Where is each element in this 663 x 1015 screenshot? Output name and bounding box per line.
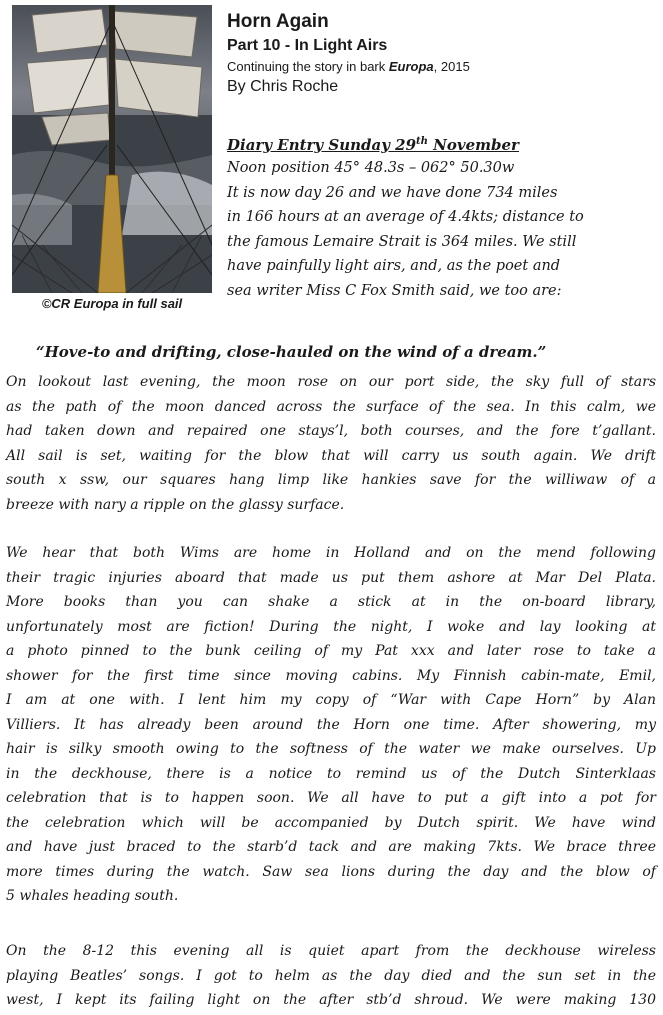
- ship-photo: [12, 5, 212, 293]
- paragraph-2: [6, 541, 656, 909]
- text-line: More books than you can shake a stick at in the on-board library,: [6, 594, 656, 610]
- text-line: had taken down and repaired one stays’l, both courses, and the fore t’gallant.: [6, 423, 656, 439]
- diary-line: have painfully light airs, and, as the poet and: [227, 258, 561, 274]
- text-line: On lookout last evening, the moon rose on our port side, the sky full of stars: [6, 374, 656, 390]
- entry-title-sup: th: [416, 136, 428, 147]
- text-line: shower for the first time since moving cabins. My Finnish cabin-mate, Emil,: [6, 667, 656, 684]
- text-line: their tragic injuries aboard that made us put them ashore at Mar Del Plata.: [6, 569, 656, 586]
- text-line: west, I kept its failing light on the after stb’d shroud. We were making 130: [6, 992, 656, 1008]
- text-line: All sail is set, waiting for the blow that will carry us south again. We drift: [6, 447, 656, 464]
- article-author: By Chris Roche: [227, 78, 339, 95]
- poem-quote: “Hove-to and drifting, close-hauled on the wind of a dream.”: [36, 343, 547, 361]
- paragraph-1: [6, 370, 656, 517]
- diary-entry-title: [227, 131, 657, 156]
- text-line: hair is silky smooth owing to the softness of the water we make ourselves. Up: [6, 741, 656, 757]
- text-line: as the path of the moon danced across the surface of the sea. In this calm, we: [6, 398, 656, 415]
- text-line: I am at one with. I lent him my copy of “War with Cape Horn” by Alan: [6, 692, 656, 708]
- text-line: in the deckhouse, there is a notice to remind us of the Dutch Sinterklaas: [6, 765, 656, 782]
- text-line: We hear that both Wims are home in Holland and on the mend following: [6, 545, 656, 561]
- paragraph-3: [6, 939, 656, 1013]
- text-line: On the 8-12 this evening all is quiet apart from the deckhouse wireless: [6, 943, 656, 959]
- text-line: playing Beatles’ songs. I got to helm as the day died and the sun set in the: [6, 967, 656, 984]
- diary-line: It is now day 26 and we have done 734 miles: [227, 184, 558, 201]
- text-line: more times during the watch. Saw sea lions during the day and the blow of: [6, 863, 656, 880]
- article-subtitle: Part 10 - In Light Airs: [227, 37, 388, 54]
- text-line: celebration that is to happen soon. We all have to put a gift into a pot for: [6, 790, 656, 806]
- text-line: and have just braced to the starb’d tack and are making 7kts. We brace three: [6, 839, 656, 855]
- intro-ship: Europa: [388, 59, 434, 74]
- diary-line: in 166 hours at an average of 4.4kts; distance to: [227, 209, 584, 225]
- diary-line: sea writer Miss C Fox Smith said, we too are:: [227, 282, 562, 299]
- photo-caption: ©CR Europa in full sail: [41, 296, 183, 311]
- entry-title-end: November: [427, 136, 519, 154]
- diary-line: Noon position 45° 48.3s – 062° 50.30w: [227, 160, 515, 176]
- entry-title-main: Diary Entry Sunday 29: [227, 136, 417, 154]
- text-line: unfortunately most are fiction! During the night, I woke and lay looking at: [6, 618, 656, 635]
- ship-illustration: [12, 5, 212, 293]
- text-line: Villiers. It has already been around the Horn one time. After showering, my: [6, 716, 656, 733]
- article-intro: [227, 57, 657, 76]
- article-header: [227, 9, 657, 97]
- text-line: the celebration which will be accompanied by Dutch spirit. We have wind: [6, 814, 656, 831]
- text-line: south x ssw, our squares hang limp like hankies save for the williwaw of a: [6, 472, 656, 488]
- text-line: a photo pinned to the bunk ceiling of my Pat xxx and later rose to take a: [6, 643, 656, 659]
- article-title: Horn Again: [227, 11, 329, 32]
- diary-line: the famous Lemaire Strait is 364 miles. We still: [227, 233, 577, 250]
- text-line: 5 whales heading south.: [6, 888, 179, 904]
- text-line: breeze with nary a ripple on the glassy surface.: [6, 496, 345, 513]
- intro-prefix: Continuing the story in bark: [227, 59, 389, 74]
- diary-entry: [227, 131, 657, 303]
- intro-suffix: , 2015: [433, 59, 470, 74]
